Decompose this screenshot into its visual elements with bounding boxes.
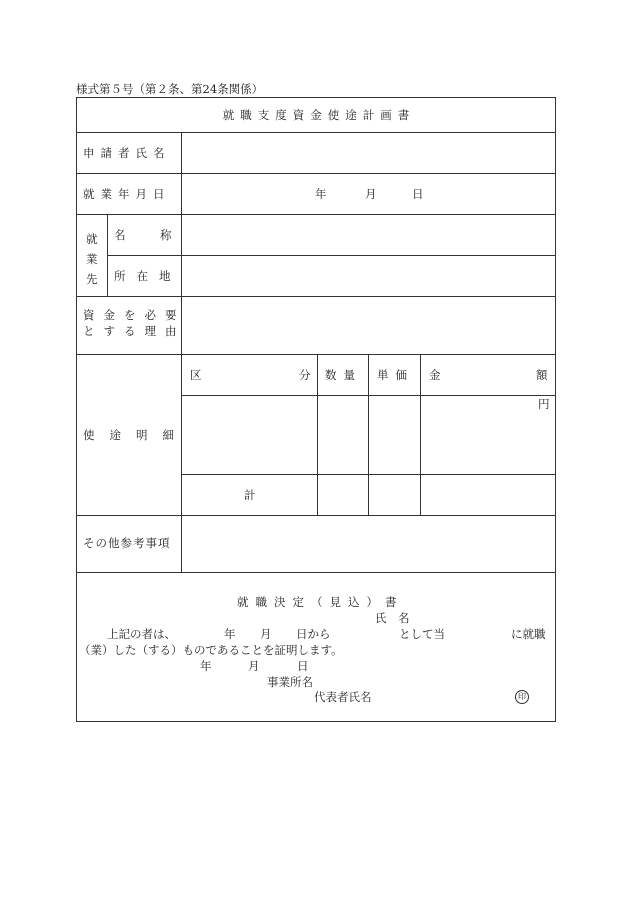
usage-details-label: 使途明細: [83, 428, 189, 442]
employment-date-label: 就業年月日: [83, 187, 171, 201]
certificate-date-day: 日: [297, 659, 309, 673]
usage-category-field[interactable]: [182, 396, 317, 474]
certificate-line1-intro: 上記の者は、: [107, 627, 176, 641]
reason-field[interactable]: [182, 297, 555, 354]
certificate-title: 就職決定（見込）書: [237, 595, 404, 609]
col-quantity: 数量: [325, 368, 362, 382]
workplace-address-field[interactable]: [182, 256, 555, 296]
col-amount-right: 額: [536, 368, 548, 382]
representative-name-label: 代表者氏名: [314, 690, 372, 704]
workplace-group-label: 就業先: [86, 232, 98, 286]
col-amount-left: 金: [429, 368, 441, 382]
reason-label-line2: とする理由: [83, 324, 186, 338]
workplace-address-label: 所在地: [114, 269, 182, 283]
yen-unit-label: 円: [538, 397, 550, 411]
seal-icon: 印: [515, 690, 529, 704]
certificate-line1-year: 年: [224, 627, 236, 641]
office-name-label: 事業所名: [267, 675, 313, 689]
form-number: 様式第５号（第２条、第24条関係）: [76, 82, 264, 96]
total-quantity-field[interactable]: [318, 475, 368, 515]
total-unit-price-field[interactable]: [369, 475, 420, 515]
date-year-label: 年: [315, 187, 327, 201]
col-unit-price: 単価: [377, 368, 414, 382]
col-category-left: 区: [190, 368, 202, 382]
usage-amount-field[interactable]: [421, 396, 555, 474]
certificate-line2: （業）した（する）ものであることを証明します。: [79, 643, 343, 657]
certificate-line1-month: 月: [260, 627, 272, 641]
workplace-name-field[interactable]: [182, 215, 555, 255]
other-notes-label: その他参考事項: [83, 536, 171, 550]
certificate-line1-employ: に就職: [511, 627, 546, 641]
form-title: 就職支度資金使途計画書: [222, 108, 416, 122]
usage-quantity-field[interactable]: [318, 396, 368, 474]
usage-plan-form: [76, 97, 556, 722]
total-amount-field[interactable]: [421, 475, 555, 515]
certificate-line1-from: 日から: [296, 627, 331, 641]
divider: [77, 572, 555, 573]
certificate-date-month: 月: [248, 659, 260, 673]
date-month-label: 月: [365, 187, 377, 201]
reason-label-line1: 資金を必要: [83, 308, 186, 322]
applicant-name-label: 申請者氏名: [83, 146, 171, 160]
date-day-label: 日: [412, 187, 424, 201]
divider: [107, 214, 108, 296]
other-notes-field[interactable]: [182, 516, 555, 572]
certificate-line1-as: として当: [399, 627, 445, 641]
applicant-name-field[interactable]: [182, 133, 555, 173]
usage-unit-price-field[interactable]: [369, 396, 420, 474]
col-category-right: 分: [299, 368, 311, 382]
certificate-date-year: 年: [200, 659, 212, 673]
total-label: 計: [244, 488, 256, 502]
divider: [77, 354, 555, 355]
certificate-name-label: 氏 名: [375, 611, 410, 625]
workplace-name-label: 名 称: [114, 228, 172, 242]
